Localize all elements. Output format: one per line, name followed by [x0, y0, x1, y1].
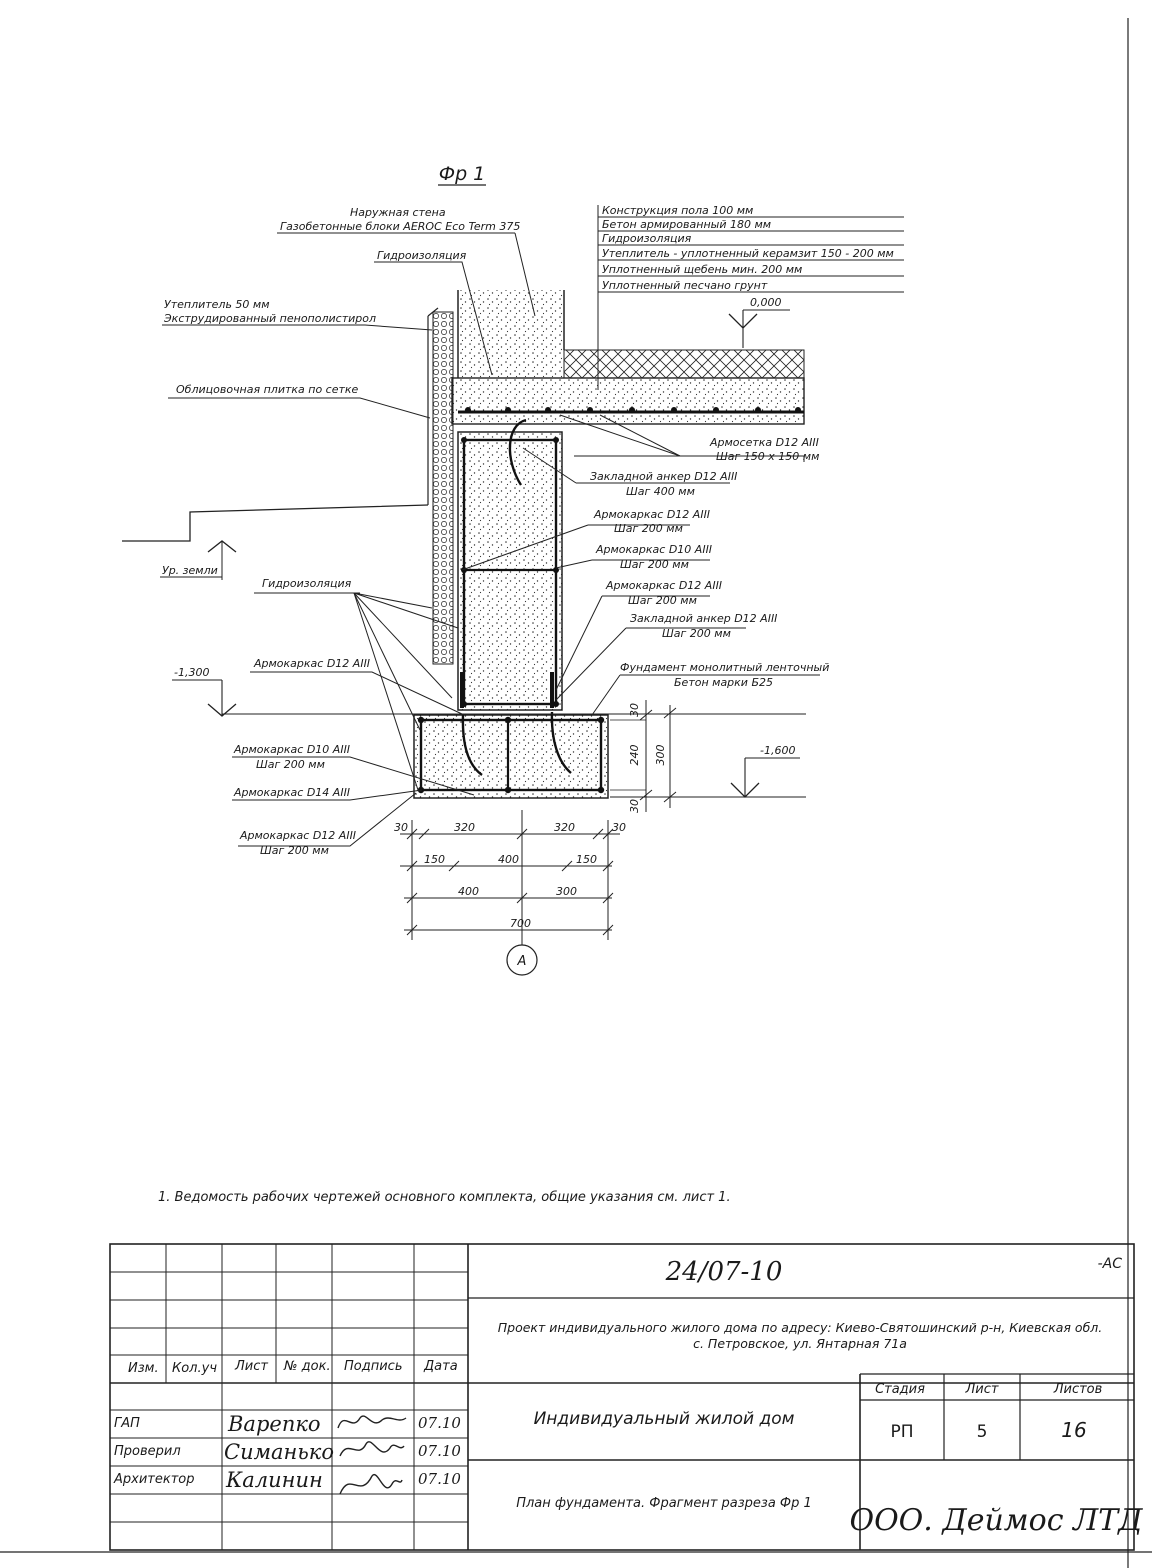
label-anchor-1: Закладной анкер D12 AIII: [590, 470, 738, 483]
signature-checked: [340, 1442, 404, 1456]
level-minus-1300: -1,300: [174, 666, 210, 679]
dim-r2-c: 150: [576, 853, 597, 866]
date-gap: 07.10: [418, 1414, 461, 1432]
level-minus-1600: -1,600: [760, 744, 796, 757]
label-frame-b1: Армокаркас D10 AIII: [596, 543, 713, 556]
label-frame-e: Армокаркас D14 AIII: [234, 786, 351, 799]
dim-v30-bottom: 30: [628, 799, 641, 813]
label-floor-5: Уплотненный щебень мин. 200 мм: [602, 263, 803, 276]
dim-r2-b: 400: [498, 853, 519, 866]
label-frame-f2: Шаг 200 мм: [260, 844, 329, 857]
sheet-number: 5: [976, 1422, 988, 1442]
label-frame-c1: Армокаркас D12 AIII: [606, 579, 723, 592]
label-frame-c2: Шаг 200 мм: [628, 594, 697, 607]
label-floor-1: Конструкция пола 100 мм: [602, 204, 754, 217]
dim-r1-c: 320: [554, 821, 575, 834]
section-drawing: [122, 163, 904, 975]
floor-insulation-layer: [564, 350, 804, 378]
label-found-1: Фундамент монолитный ленточный: [620, 661, 830, 674]
label-insul-2: Экструдированный пенополистирол: [164, 312, 377, 325]
label-frame-b2: Шаг 200 мм: [620, 558, 689, 571]
label-ground: Ур. земли: [162, 564, 218, 577]
list-header: Лист: [965, 1382, 999, 1397]
label-mesh-2: Шаг 150 x 150 мм: [716, 450, 820, 463]
label-wall-1: Наружная стена: [350, 206, 446, 219]
label-wall-2: Газобетонные блоки AEROC Eco Term 375: [280, 220, 521, 233]
role-architect: Архитектор: [114, 1472, 195, 1487]
dim-r1-a: 30: [394, 821, 408, 834]
header-data: Дата: [424, 1359, 458, 1374]
role-gap: ГАП: [114, 1416, 140, 1431]
label-mesh-1: Армосетка D12 AIII: [710, 436, 819, 449]
name-gap: Вареnко: [228, 1412, 321, 1436]
role-checked: Проверил: [114, 1444, 181, 1459]
sheets-total: 16: [1061, 1418, 1087, 1442]
project-line-1: Проект индивидуального жилого дома по адресу: Киево-Святошинский р-н, Киевская обл.: [497, 1320, 1103, 1335]
dim-r1-d: 30: [612, 821, 626, 834]
label-floor-2: Бетон армированный 180 мм: [602, 218, 772, 231]
signature-architect: [340, 1475, 402, 1494]
sheet-title: План фундамента. Фрагмент разреза Фр 1: [516, 1496, 812, 1511]
drawing-code-suffix: -АС: [1097, 1256, 1122, 1272]
name-checked: Симанько: [224, 1440, 334, 1464]
general-note: 1. Ведомость рабочих чертежей основного комплекта, общие указания см. лист 1.: [158, 1190, 731, 1205]
level-zero: 0,000: [750, 296, 782, 309]
building-name: Индивидуальный жилой дом: [533, 1409, 795, 1429]
date-checked: 07.10: [418, 1442, 461, 1460]
lists-header: Листов: [1053, 1382, 1103, 1397]
label-hydro-top: Гидроизоляция: [377, 249, 467, 262]
header-list: Лист: [235, 1359, 268, 1374]
drawing-code: 24/07-10: [665, 1257, 783, 1287]
label-found-2: Бетон марки Б25: [674, 676, 773, 689]
label-tile: Облицовочная плитка по сетке: [176, 383, 359, 396]
label-floor-4: Утеплитель - уплотненный керамзит 150 - 200 мм: [602, 247, 894, 260]
header-izm: Изм.: [128, 1361, 159, 1376]
dim-r3-b: 300: [556, 885, 577, 898]
dim-v300: 300: [654, 744, 667, 766]
label-frame-left: Армокаркас D12 AIII: [254, 657, 371, 670]
label-floor-6: Уплотненный песчано грунт: [602, 279, 768, 292]
dim-r1-b: 320: [454, 821, 475, 834]
drawing-title: Фр 1: [438, 163, 486, 185]
dim-v30-top: 30: [628, 703, 641, 717]
dim-r3-a: 400: [458, 885, 479, 898]
label-frame-a2: Шаг 200 мм: [614, 522, 683, 535]
label-anchor-1b: Шаг 400 мм: [626, 485, 695, 498]
label-anchor-2: Закладной анкер D12 AIII: [630, 612, 778, 625]
name-architect: Калинин: [226, 1468, 323, 1492]
project-line-2: с. Петровское, ул. Янтарная 71а: [693, 1336, 907, 1351]
dim-v240: 240: [628, 744, 641, 766]
facing-tile: [433, 312, 453, 664]
label-insul-1: Утеплитель 50 мм: [164, 298, 270, 311]
axis-label: A: [517, 954, 527, 969]
signature-gap: [338, 1416, 406, 1428]
floor-slab: [452, 378, 804, 424]
label-frame-a1: Армокаркас D12 AIII: [594, 508, 711, 521]
dim-r2-a: 150: [424, 853, 445, 866]
date-architect: 07.10: [418, 1470, 461, 1488]
dim-r4: 700: [510, 917, 531, 930]
label-hydro-mid: Гидроизоляция: [262, 577, 352, 590]
stage-header: Стадия: [875, 1382, 925, 1397]
header-podpis: Подпись: [344, 1359, 403, 1374]
wall-blocks: [458, 290, 564, 378]
header-koluch: Кол.уч: [172, 1361, 217, 1376]
label-frame-d2: Шаг 200 мм: [256, 758, 325, 771]
label-floor-3: Гидроизоляция: [602, 232, 692, 245]
label-frame-d1: Армокаркас D10 AIII: [234, 743, 351, 756]
label-frame-f1: Армокаркас D12 AIII: [240, 829, 357, 842]
label-anchor-2b: Шаг 200 мм: [662, 627, 731, 640]
header-ndok: № док.: [284, 1359, 331, 1374]
company-name: ООО. Деймос ЛТД: [849, 1503, 1143, 1538]
stage-value: РП: [890, 1422, 914, 1442]
vertical-dimensions: [610, 700, 676, 813]
